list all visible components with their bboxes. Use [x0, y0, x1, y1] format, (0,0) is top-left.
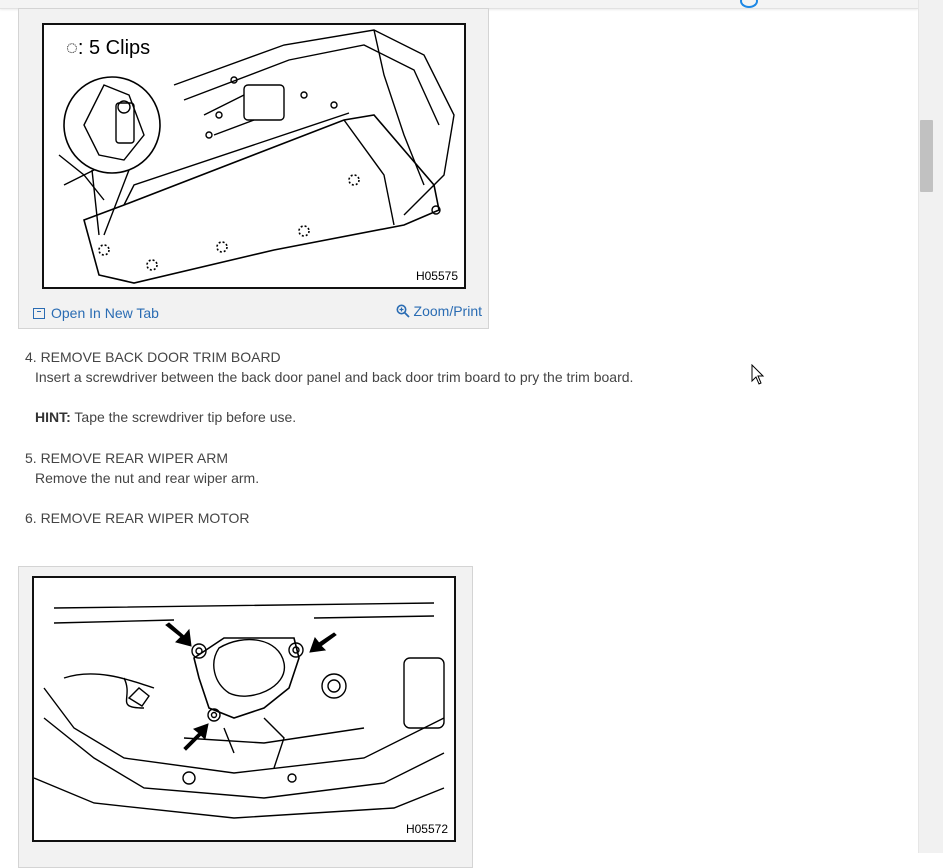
step-5-body: Remove the nut and rear wiper arm.: [35, 470, 260, 486]
zoom-in-icon: [396, 304, 410, 318]
figure-back-door-trim: [18, 8, 489, 329]
step-4-body: Insert a screwdriver between the back door panel and back door trim board to pry the trim board.: [35, 369, 634, 385]
hint-body: Tape the screwdriver tip before use.: [70, 409, 297, 425]
wiper-motor-diagram: [34, 578, 454, 840]
zoom-print-link[interactable]: [396, 303, 482, 319]
open-new-tab-label: Open In New Tab: [51, 305, 159, 321]
step-6-title: 6. REMOVE REAR WIPER MOTOR: [25, 510, 250, 526]
step-5-title: 5. REMOVE REAR WIPER ARM: [25, 450, 229, 466]
figure-rear-wiper-motor: [18, 566, 473, 868]
scrollbar-thumb[interactable]: [920, 120, 933, 192]
trim-board-diagram: [44, 25, 464, 287]
step-4-title: 4. REMOVE BACK DOOR TRIM BOARD: [25, 349, 281, 365]
figure-actions: [19, 301, 488, 327]
loading-icon: [740, 0, 758, 8]
diagram-drawing-2: [32, 576, 456, 842]
zoom-print-label: Zoom/Print: [413, 303, 482, 319]
clips-label: ◌: 5 Clips: [66, 37, 151, 59]
figure-code: H05575: [415, 269, 458, 283]
figure-code-2: H05572: [405, 822, 448, 836]
open-new-tab-icon: [33, 308, 45, 319]
hint-text: [35, 407, 885, 427]
diagram-drawing-1: [42, 23, 466, 289]
hint-label: HINT:: [35, 409, 71, 425]
mouse-cursor-icon: [751, 364, 765, 386]
open-new-tab-link[interactable]: [33, 305, 159, 321]
